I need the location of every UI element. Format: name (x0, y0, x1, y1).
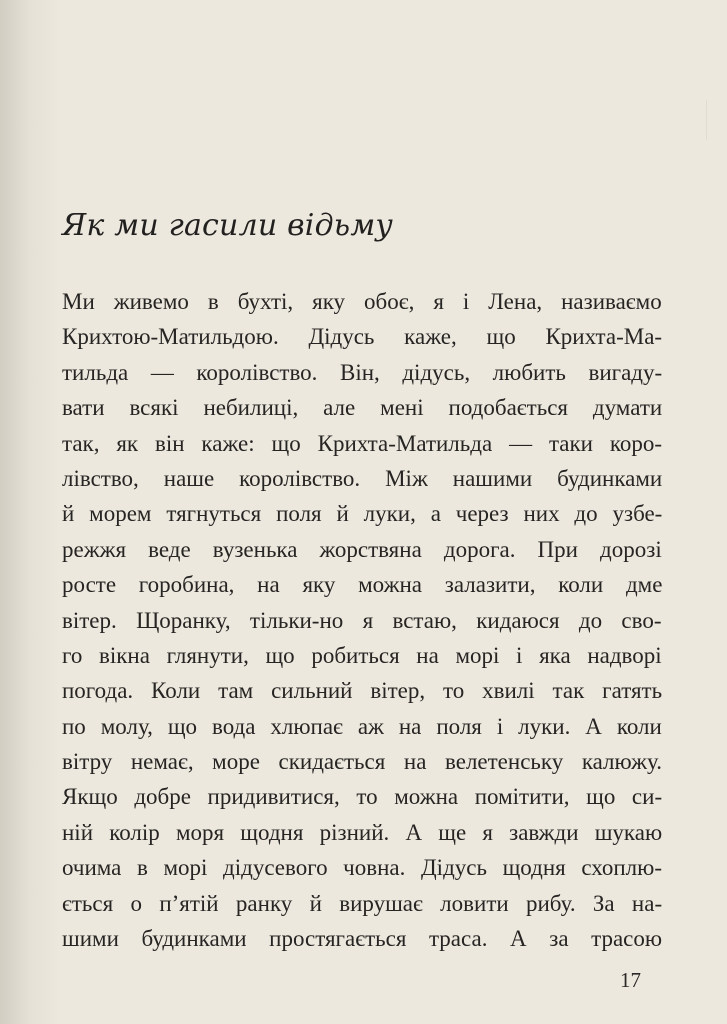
text-line: Ми живемо в бухті, яку обоє, я і Лена, називаємо (62, 289, 662, 314)
text-line: Крихтою-Матильдою. Дідусь каже, що Крихта-Ма- (62, 324, 663, 350)
text-line: по молу, що вода хлюпає аж на поля і луки. А коли (62, 713, 662, 739)
text-line: тильда — королівство. Він, дідусь, любить вигаду- (62, 359, 663, 385)
text-line: лівство, наше королівство. Між нашими будинками (62, 465, 663, 491)
text-line: вітер. Щоранку, тільки-но я встаю, кидаюся до сво- (62, 607, 662, 633)
text-line: росте горобина, на яку можна залазити, коли дме (62, 572, 663, 598)
text-line: режжя веде вузенька жорствяна дорога. При дорозі (62, 536, 662, 562)
page-edge (706, 100, 727, 140)
text-line: вати всякі небилиці, але мені подобається думати (62, 395, 663, 421)
text-line: й морем тягнуться поля й луки, а через них до узбе- (62, 501, 663, 527)
page-number: 17 (620, 968, 641, 992)
text-line: очима в морі дідусевого човна. Дідусь щодня схоплю- (62, 855, 662, 881)
text-line: Якщо добре придивитися, то можна помітити, що си- (62, 784, 663, 810)
text-line: ється о п’ятій ранку й вирушає ловити рибу. За на- (62, 890, 663, 916)
text-line: вітру немає, море скидається на велетенську калюжу. (62, 749, 662, 775)
text-line: погода. Коли там сильний вітер, то хвилі так гатять (62, 678, 663, 704)
text-line: ній колір моря щодня різний. А ще я завжди шукаю (62, 819, 663, 845)
text-line: шими будинками простягається траса. А за трасою (62, 926, 663, 952)
text-line: так, як він каже: що Крихта-Матильда — таки коро- (62, 430, 663, 456)
text-line: го вікна глянути, що робиться на морі і яка надворі (62, 642, 662, 668)
chapter-title: Як ми гасили відьму (62, 208, 394, 243)
body-paragraph (62, 284, 662, 956)
